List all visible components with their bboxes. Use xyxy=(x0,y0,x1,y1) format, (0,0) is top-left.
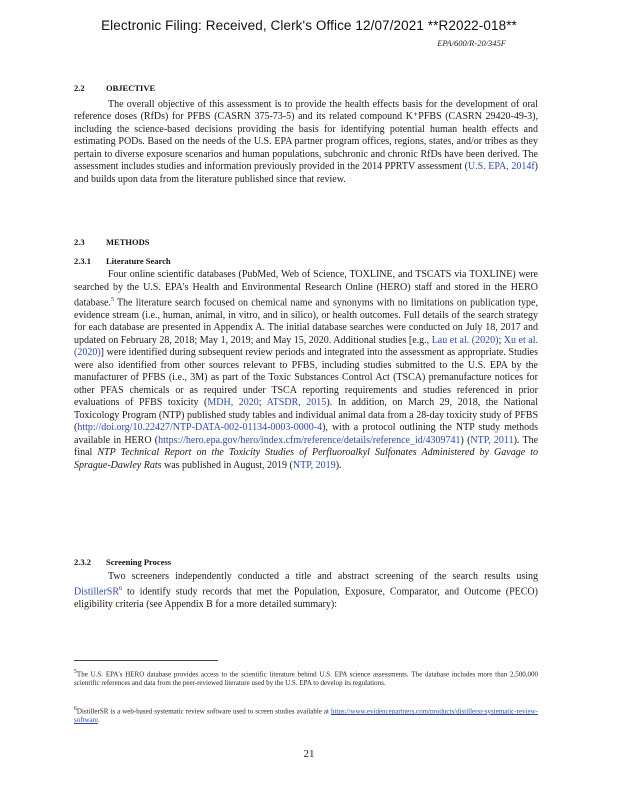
footnote-ref-6[interactable]: 6 xyxy=(119,586,123,592)
screening-text: Two screeners independently conducted a title and abstract screening of the search results using xyxy=(108,570,538,582)
footnote-6-link[interactable]: https://www.evidencepartners.com/products/distillersr-systematic-review-software xyxy=(74,707,538,725)
lit-search-text: Four online scientific databases (PubMed, Web of Science, TOXLINE, and TSCATS via TOXLINE) were searched by the U.S. EPA's Health and Environmental Research Online (HERO) staff and stored in the HERO database. xyxy=(74,269,538,309)
citation-link-ntp-2019[interactable]: NTP, 2019 xyxy=(292,459,336,471)
footnote-divider xyxy=(74,660,218,661)
objective-text: The overall objective of this assessment is to provide the health effects basis for the development of oral reference doses (RfDs) for PFBS (CASRN 375-73-5) and its related compound K⁺PFBS (CASRN 29420-49-3), including the science-based decisions providing the basis for identifying potential human health effects and estimating PODs. Based on the needs of the U.S. EPA partner program offices, regions, states, and/or tribes as they pertain to diverse exposure scenarios and human populations, subchronic and chronic RfDs have been derived. The assessment includes studies and information previously provided in the 2014 PPRTV assessment ( xyxy=(74,98,538,172)
screening-paragraph xyxy=(74,571,538,612)
footnote-6 xyxy=(74,705,538,725)
lit-search-text-2: The literature search focused on chemical name and synonyms with no limitations on publication type, evidence stream (i.e., human, animal, in vitro, and in silico), or health outcomes. Full details of the search strategy for each database are presented in Appendix A. The initial database searches were conducted on July 18, 2017 and updated on February 28, 2018; May 1, 2019; and May 15, 2020. Additional studies [e.g., xyxy=(74,297,538,346)
filing-stamp: Electronic Filing: Received, Clerk's Office 12/07/2021 **R2022-018** xyxy=(101,18,517,33)
separator-2: ; xyxy=(258,397,267,409)
footnote-6-text: DistillerSR is a web-based systematic review software used to screen studies available at xyxy=(76,707,331,716)
footnote-6-tail: . xyxy=(98,716,100,725)
objective-section xyxy=(74,82,538,186)
objective-heading: OBJECTIVE xyxy=(106,83,156,93)
objective-paragraph xyxy=(74,99,538,187)
screening-heading: Screening Process xyxy=(106,557,172,567)
citation-link-ntp-2011[interactable]: NTP, 2011 xyxy=(470,434,514,446)
methods-section xyxy=(74,236,538,472)
footnote-5-mark: 5 xyxy=(74,669,77,675)
footnote-6-mark: 6 xyxy=(74,706,77,712)
screening-text-2: to identify study records that met the Population, Exposure, Comparator, and Outcome (PECO) eligibility criteria (see Appendix B for a more detailed summary): xyxy=(74,586,538,610)
footnote-5 xyxy=(74,668,538,688)
citation-link-xu-2020[interactable]: Xu et al. (2020) xyxy=(74,334,539,359)
methods-number: 2.3 xyxy=(74,237,85,247)
page-number: 21 xyxy=(303,748,315,760)
citation-link-lau-2020[interactable]: Lau et al. (2020) xyxy=(431,334,499,346)
hero-link[interactable]: https://hero.epa.gov/hero/index.cfm/reference/details/reference_id/4309741 xyxy=(158,434,461,446)
lit-search-text-8: was published in August, 2019 ( xyxy=(161,459,293,471)
doi-link[interactable]: http://doi.org/10.22427/NTP-DATA-002-01134-0003-0000-4 xyxy=(77,422,323,434)
separator: ; xyxy=(498,334,504,346)
citation-link-us-epa-2014f[interactable]: U.S. EPA, 2014f xyxy=(467,161,535,172)
lit-search-number: 2.3.1 xyxy=(74,255,91,266)
distillersr-link[interactable]: DistillerSR xyxy=(74,586,120,598)
methods-heading: METHODS xyxy=(106,237,150,247)
lit-search-text-6: ) ( xyxy=(460,434,471,446)
lit-search-text-9: ). xyxy=(335,459,342,471)
lit-search-heading: Literature Search xyxy=(106,255,171,266)
ntp-report-title: NTP Technical Report on the Toxicity Studies of Perfluoroalkyl Sulfonates Administered by Gavage to Sprague-Dawley Rats xyxy=(74,447,538,471)
lit-search-paragraph xyxy=(74,269,538,472)
citation-link-atsdr-2015[interactable]: ATSDR, 2015 xyxy=(266,397,327,409)
lit-search-text-3: ] were identified during subsequent review periods and integrated into the assessment as appropriate. Studies were also identified from other sources relevant to PFBS, including studies submitted to the U.S. EPA by the manufacturer of PFBS (i.e., 3M) as part of the Toxic Substances Control Act (TSCA) premanufacture notices for other PFAS chemicals or as required under TSCA reporting requirements and studies referenced in prior evaluations of PFBS toxicity ( xyxy=(74,347,538,409)
footnote-ref-5[interactable]: 5 xyxy=(110,297,114,303)
lit-search-text-7: ). The final xyxy=(74,434,539,459)
citation-link-mdh-2020[interactable]: MDH, 2020 xyxy=(207,397,259,409)
lit-search-text-5: ), with a protocol outlining the NTP study methods available in HERO ( xyxy=(74,422,538,446)
objective-number: 2.2 xyxy=(74,83,85,93)
footnote-5-text: The U.S. EPA's HERO database provides access to the scientific literature behind U.S. EPA science assessments. The database includes more than 2,500,000 scientific references and data from the peer-reviewed literature used by the U.S. EPA to develop its regulations. xyxy=(74,670,538,688)
document-number: EPA/600/R-20/345F xyxy=(437,38,506,48)
objective-text-end: ) and builds upon data from the literature published since that review. xyxy=(74,161,538,185)
lit-search-text-4: ). In addition, on March 29, 2018, the National Toxicology Program (NTP) published study tables and individual animal data from a 28-day toxicity study of PFBS ( xyxy=(74,397,538,434)
screening-section xyxy=(74,556,538,611)
screening-number: 2.3.2 xyxy=(74,557,91,567)
